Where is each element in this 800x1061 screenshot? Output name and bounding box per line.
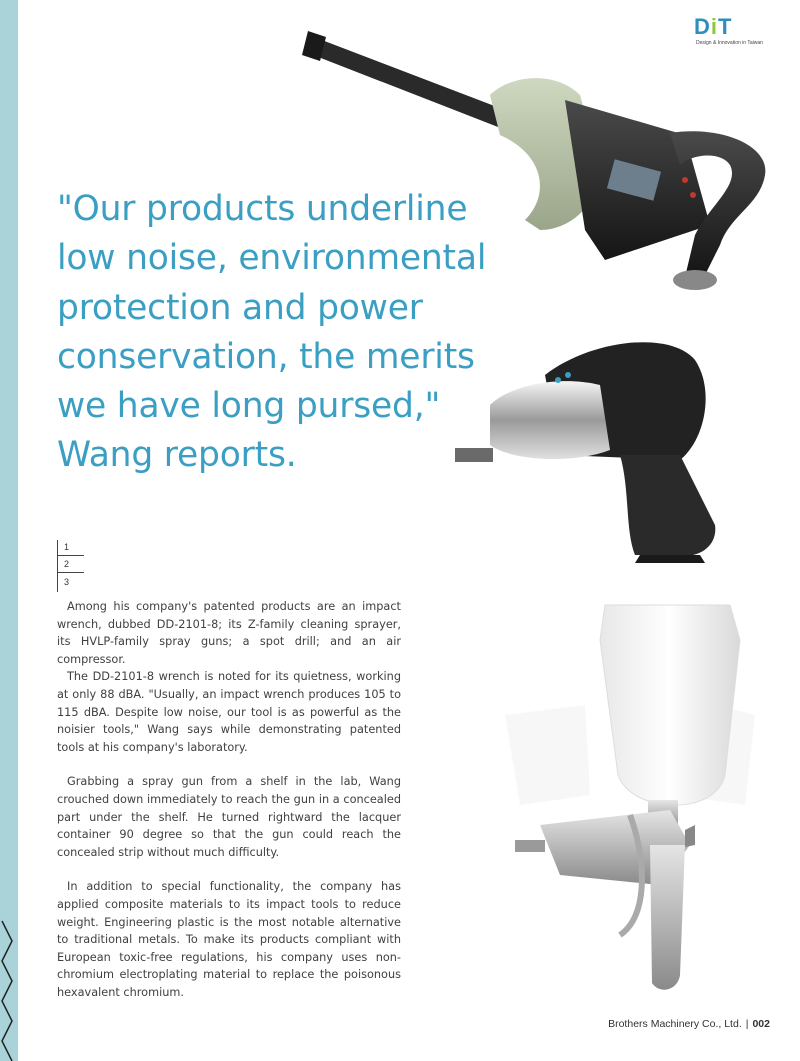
quote-line: low noise, environmental	[57, 238, 487, 279]
pull-quote	[57, 185, 517, 481]
footer-company: Brothers Machinery Co., Ltd.	[608, 1018, 742, 1030]
page-number: 002	[752, 1018, 770, 1030]
body-paragraph: In addition to special functionality, the company has applied composite materials to its impact tools to reduce weight. Engineering plastic is the most notable alternative to traditional metals. To make its products compliant with European toxic-free regulations, his company uses non-chromium electroplating material to replace the poisonous hexavalent chromium.	[57, 880, 401, 999]
article-body	[57, 598, 401, 1001]
quote-line: "Our products underline	[57, 189, 468, 229]
body-paragraph: Grabbing a spray gun from a shelf in the lab, Wang crouched down immediately to reach the gun in a concealed part under the shelf. He turned rightward the lacquer container 90 degree so that the gun could reach the concealed strip without much difficulty.	[57, 775, 401, 859]
photo-key-2: 2	[64, 559, 70, 569]
logo-letter-t: T	[718, 14, 733, 39]
logo-letter-i: i	[710, 14, 719, 39]
quote-line: protection and power	[57, 287, 423, 328]
page-footer	[608, 1018, 770, 1030]
logo-letter-d: D	[694, 14, 711, 39]
photo-key-3: 3	[64, 577, 70, 587]
strip-decoration	[0, 911, 14, 1061]
body-paragraph: The DD-2101-8 wrench is noted for its quietness, working at only 88 dBA. "Usually, an impact wrench produces 105 to 115 dBA. Despite low noise, our tool is as powerful as the noisier tools," Wang says while demonstrating patented tools at his company's laboratory.	[57, 670, 401, 754]
quote-line: Wang reports.	[57, 435, 297, 476]
body-paragraph: Among his company's patented products are an impact wrench, dubbed DD-2101-8; its Z-family cleaning sprayer, its HVLP-family spray guns; a spot drill; and an air compressor.	[57, 600, 401, 666]
photo-key-divider	[58, 572, 84, 573]
side-color-strip	[0, 0, 18, 1061]
quote-line: we have long pursed,"	[57, 386, 441, 427]
spray-gun-image	[500, 595, 790, 1015]
quote-line: conservation, the merits	[57, 336, 475, 377]
photo-key-divider	[58, 555, 84, 556]
footer-separator: |	[745, 1018, 749, 1030]
photo-key	[57, 540, 83, 592]
photo-key-1: 1	[64, 542, 70, 552]
logo-tagline: Design & Innovation in Taiwan	[696, 40, 763, 46]
